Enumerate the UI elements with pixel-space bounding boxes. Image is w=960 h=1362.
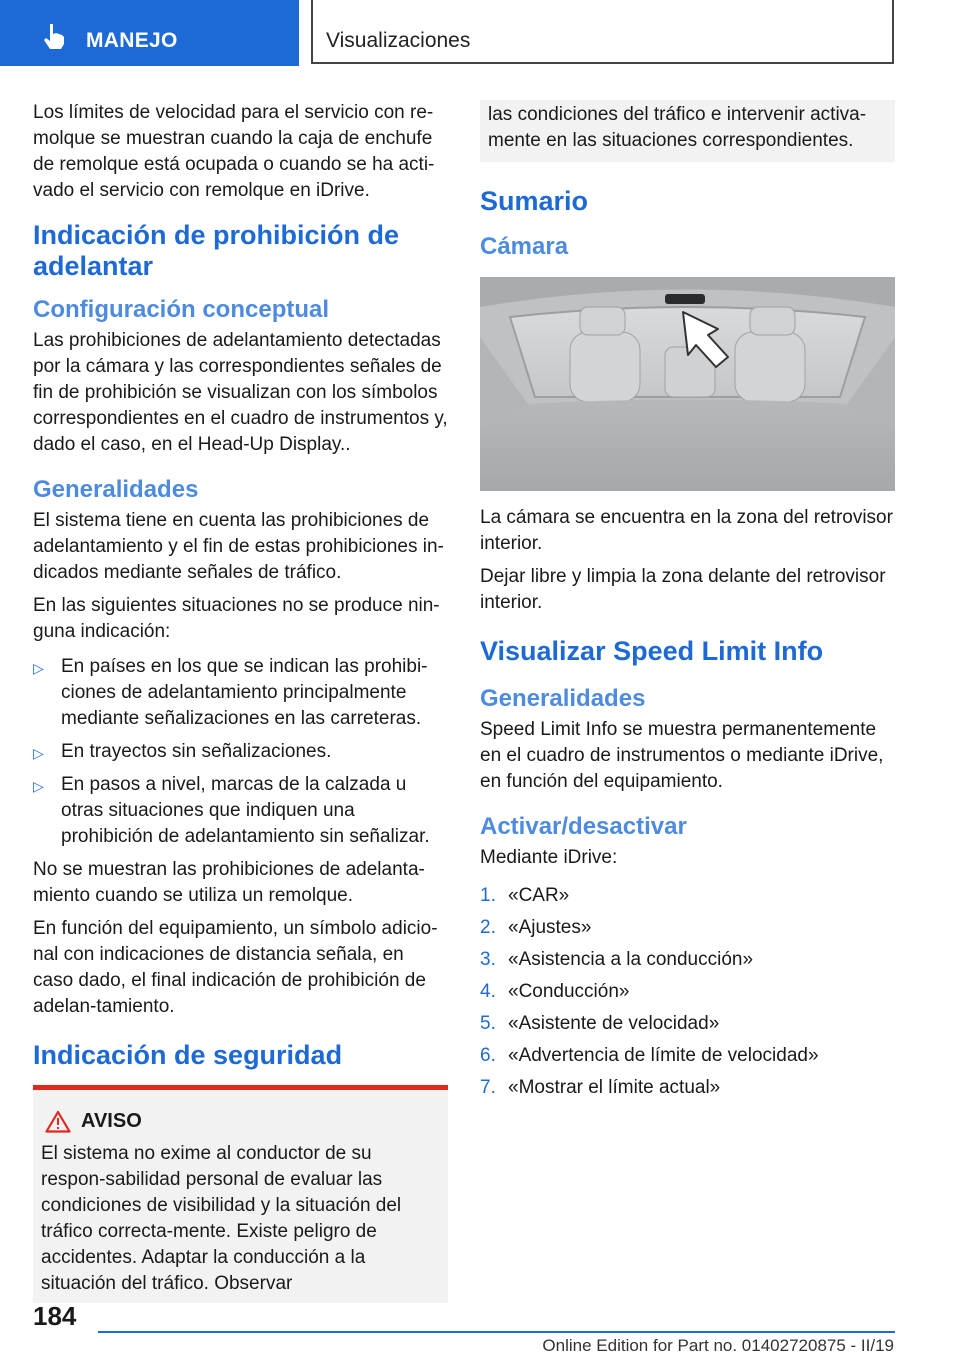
triangle-bullet-icon: ▷ (33, 745, 44, 761)
page-number: 184 (33, 1301, 77, 1331)
warning-box (33, 1085, 448, 1303)
heading-speed-limit-info: Visualizar Speed Limit Info (480, 636, 824, 666)
list-item: 7. «Mostrar el límite actual» (480, 1077, 721, 1098)
camera-paragraph-1: La cámara se encuentra en la zona del retrovisor interior. (480, 507, 893, 554)
triangle-bullet-icon: ▷ (33, 778, 44, 794)
idrive-steps-list (480, 883, 895, 1101)
config-paragraph: Las prohibiciones de adelantamiento detectadas por la cámara y las correspondientes señales de fin de prohibición se visualizan con los símbolos correspondientes en el cuadro de instrumentos y, dado el caso, en el Head-Up Display.. (33, 330, 448, 455)
chapter-tab[interactable] (0, 0, 299, 66)
warning-continuation-text: las condiciones del tráfico e intervenir activa-mente en las situaciones correspondientes. (488, 104, 867, 151)
right-column (480, 100, 895, 1107)
heading-prohibicion: Indicación de prohibición de adelantar (33, 220, 400, 281)
camera-location-image (480, 277, 895, 491)
heading-generalidades-right: Generalidades (480, 685, 646, 712)
warning-title: AVISO (81, 1110, 142, 1132)
list-item: 2. «Ajustes» (480, 917, 592, 938)
general-paragraph-2: En las siguientes situaciones no se produce nin-guna indicación: (33, 595, 440, 642)
heading-seguridad: Indicación de seguridad (33, 1040, 343, 1070)
edition-footer: Online Edition for Part no. 01402720875 - II/19 (542, 1336, 894, 1355)
chapter-tab-label: MANEJO (86, 29, 178, 52)
left-column (33, 100, 448, 1303)
triangle-bullet-icon: ▷ (33, 660, 44, 676)
list-item: ▷ En pasos a nivel, marcas de la calzada u otras situaciones que indiquen una prohibición de adelantamiento sin señalizar. (33, 774, 430, 847)
list-item: 5. «Asistente de velocidad» (480, 1013, 720, 1034)
warning-triangle-icon (45, 1110, 71, 1133)
list-item: 4. «Conducción» (480, 981, 630, 1002)
list-item: 1. «CAR» (480, 885, 570, 906)
footer-divider (98, 1331, 895, 1333)
heading-configuracion: Configuración conceptual (33, 296, 330, 323)
warning-title-row (41, 1110, 440, 1133)
list-item: ▷ En países en los que se indican las prohibi-ciones de adelantamiento principalmente mediante señalizaciones en las carreteras. (33, 656, 428, 729)
mediante-paragraph: Mediante iDrive: (480, 847, 618, 868)
warning-continuation-box (480, 100, 895, 162)
general-paragraph-1: El sistema tiene en cuenta las prohibiciones de adelantamiento y el fin de estas prohibiciones in-dicados mediante señales de tráfico. (33, 510, 444, 583)
pointing-hand-icon (40, 22, 66, 50)
distance-paragraph: En función del equipamiento, un símbolo adicio-nal con indicaciones de distancia señala, en caso dado, el final indicación de prohibición de adelan-tamiento. (33, 918, 438, 1017)
list-item: ▷ En trayectos sin señalizaciones. (33, 739, 448, 765)
heading-camara: Cámara (480, 233, 569, 260)
trailer-paragraph: No se muestran las prohibiciones de adelanta-miento cuando se utiliza un remolque. (33, 859, 425, 906)
warning-text: El sistema no exime al conductor de su respon-sabilidad personal de evaluar las condiciones de visibilidad y la situación del tráfico correcta-mente. Existe peligro de accidentes. Adaptar la conducción a la situación del tráfico. Observar (41, 1143, 402, 1294)
list-item: 6. «Advertencia de límite de velocidad» (480, 1045, 819, 1066)
heading-activar: Activar/desactivar (480, 813, 687, 840)
intro-paragraph: Los límites de velocidad para el servicio con re-molque se muestran cuando la caja de enchufe de remolque está ocupada o cuando se ha acti-vado el servicio con remolque en iDrive. (33, 102, 435, 201)
section-title: Visualizaciones (326, 29, 471, 52)
heading-generalidades: Generalidades (33, 476, 199, 503)
heading-sumario: Sumario (480, 186, 589, 216)
speed-paragraph: Speed Limit Info se muestra permanentemente en el cuadro de instrumentos o mediante iDrive, en función del equipamiento. (480, 719, 884, 792)
camera-paragraph-2: Dejar libre y limpia la zona delante del retrovisor interior. (480, 566, 886, 613)
situations-list (33, 654, 448, 850)
list-item: 3. «Asistencia a la conducción» (480, 949, 754, 970)
